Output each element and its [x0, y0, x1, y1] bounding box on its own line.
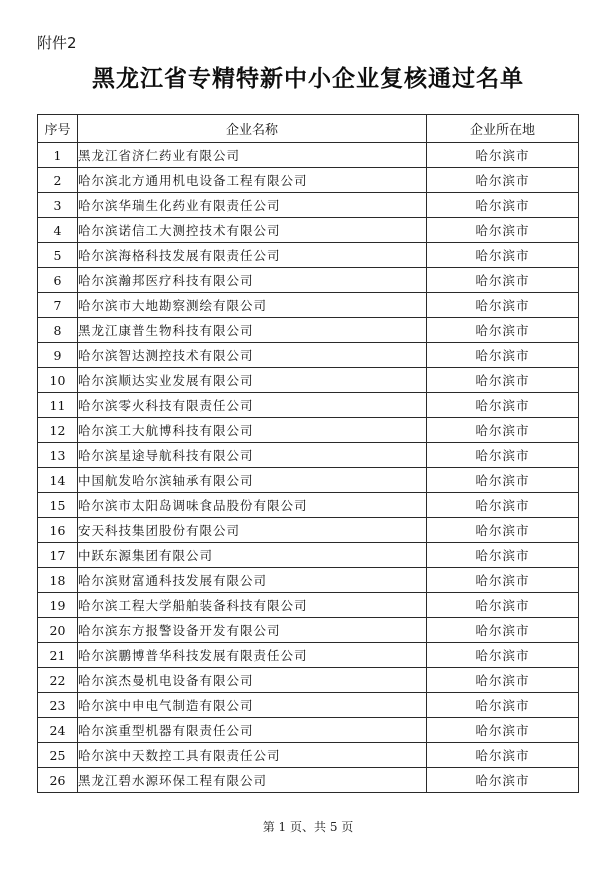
company-location: 哈尔滨市	[427, 568, 579, 593]
company-name: 哈尔滨诺信工大测控技术有限公司	[78, 218, 427, 243]
table-row	[38, 343, 579, 368]
row-number: 20	[38, 618, 78, 643]
row-number: 26	[38, 768, 78, 793]
company-location: 哈尔滨市	[427, 268, 579, 293]
company-location: 哈尔滨市	[427, 168, 579, 193]
company-name: 哈尔滨智达测控技术有限公司	[78, 343, 427, 368]
company-location: 哈尔滨市	[427, 543, 579, 568]
company-name: 哈尔滨市大地勘察测绘有限公司	[78, 293, 427, 318]
table-row	[38, 468, 579, 493]
row-number: 8	[38, 318, 78, 343]
row-number: 14	[38, 468, 78, 493]
table-row	[38, 743, 579, 768]
table-row	[38, 143, 579, 168]
company-name: 哈尔滨重型机器有限责任公司	[78, 718, 427, 743]
company-location: 哈尔滨市	[427, 693, 579, 718]
row-number: 3	[38, 193, 78, 218]
company-name: 哈尔滨瀚邦医疗科技有限公司	[78, 268, 427, 293]
table-row	[38, 268, 579, 293]
company-location: 哈尔滨市	[427, 618, 579, 643]
company-name: 哈尔滨中申电气制造有限公司	[78, 693, 427, 718]
page-title: 黑龙江省专精特新中小企业复核通过名单	[92, 66, 524, 92]
company-name: 哈尔滨中天数控工具有限责任公司	[78, 743, 427, 768]
company-name: 哈尔滨工程大学船舶装备科技有限公司	[78, 593, 427, 618]
company-location: 哈尔滨市	[427, 643, 579, 668]
company-location: 哈尔滨市	[427, 418, 579, 443]
company-location: 哈尔滨市	[427, 218, 579, 243]
table-row	[38, 243, 579, 268]
company-name: 哈尔滨北方通用机电设备工程有限公司	[78, 168, 427, 193]
table-row	[38, 193, 579, 218]
table-row	[38, 518, 579, 543]
company-location: 哈尔滨市	[427, 718, 579, 743]
table-row	[38, 718, 579, 743]
company-location: 哈尔滨市	[427, 393, 579, 418]
table-row	[38, 218, 579, 243]
company-name: 哈尔滨星途导航科技有限公司	[78, 443, 427, 468]
table-row	[38, 543, 579, 568]
company-location: 哈尔滨市	[427, 368, 579, 393]
company-name: 哈尔滨鹏博普华科技发展有限责任公司	[78, 643, 427, 668]
company-name: 黑龙江省济仁药业有限公司	[78, 143, 427, 168]
row-number: 12	[38, 418, 78, 443]
table-row	[38, 768, 579, 793]
table-header-row	[38, 115, 579, 143]
company-location: 哈尔滨市	[427, 143, 579, 168]
company-name: 中国航发哈尔滨轴承有限公司	[78, 468, 427, 493]
header-no: 序号	[38, 115, 78, 143]
row-number: 23	[38, 693, 78, 718]
table-row	[38, 593, 579, 618]
company-location: 哈尔滨市	[427, 193, 579, 218]
row-number: 22	[38, 668, 78, 693]
table-row	[38, 368, 579, 393]
row-number: 7	[38, 293, 78, 318]
row-number: 24	[38, 718, 78, 743]
table-row	[38, 318, 579, 343]
table-row	[38, 493, 579, 518]
company-name: 中跃东源集团有限公司	[78, 543, 427, 568]
company-name: 哈尔滨市太阳岛调味食品股份有限公司	[78, 493, 427, 518]
company-location: 哈尔滨市	[427, 493, 579, 518]
company-location: 哈尔滨市	[427, 743, 579, 768]
row-number: 2	[38, 168, 78, 193]
table-row	[38, 668, 579, 693]
table-body	[38, 143, 579, 793]
company-name: 哈尔滨零火科技有限责任公司	[78, 393, 427, 418]
row-number: 6	[38, 268, 78, 293]
company-name: 哈尔滨华瑞生化药业有限责任公司	[78, 193, 427, 218]
company-location: 哈尔滨市	[427, 293, 579, 318]
row-number: 1	[38, 143, 78, 168]
company-location: 哈尔滨市	[427, 593, 579, 618]
row-number: 19	[38, 593, 78, 618]
table-row	[38, 168, 579, 193]
company-name: 哈尔滨杰曼机电设备有限公司	[78, 668, 427, 693]
table-row	[38, 393, 579, 418]
company-name: 安天科技集团股份有限公司	[78, 518, 427, 543]
table-row	[38, 618, 579, 643]
company-location: 哈尔滨市	[427, 768, 579, 793]
row-number: 17	[38, 543, 78, 568]
row-number: 4	[38, 218, 78, 243]
row-number: 18	[38, 568, 78, 593]
row-number: 13	[38, 443, 78, 468]
table-row	[38, 418, 579, 443]
row-number: 10	[38, 368, 78, 393]
company-name: 黑龙江碧水源环保工程有限公司	[78, 768, 427, 793]
company-location: 哈尔滨市	[427, 668, 579, 693]
header-location: 企业所在地	[427, 115, 579, 143]
company-name: 哈尔滨海格科技发展有限责任公司	[78, 243, 427, 268]
row-number: 25	[38, 743, 78, 768]
company-name: 哈尔滨东方报警设备开发有限公司	[78, 618, 427, 643]
company-location: 哈尔滨市	[427, 243, 579, 268]
header-name: 企业名称	[78, 115, 427, 143]
table-row	[38, 643, 579, 668]
row-number: 15	[38, 493, 78, 518]
attachment-label: 附件2	[37, 34, 77, 52]
row-number: 11	[38, 393, 78, 418]
company-location: 哈尔滨市	[427, 443, 579, 468]
row-number: 5	[38, 243, 78, 268]
table-row	[38, 693, 579, 718]
page-footer: 第 1 页、共 5 页	[262, 820, 354, 834]
row-number: 21	[38, 643, 78, 668]
company-name: 哈尔滨顺达实业发展有限公司	[78, 368, 427, 393]
row-number: 9	[38, 343, 78, 368]
company-name: 哈尔滨工大航博科技有限公司	[78, 418, 427, 443]
company-location: 哈尔滨市	[427, 468, 579, 493]
company-location: 哈尔滨市	[427, 318, 579, 343]
table-row	[38, 293, 579, 318]
row-number: 16	[38, 518, 78, 543]
company-table	[37, 114, 579, 793]
table-row	[38, 568, 579, 593]
company-location: 哈尔滨市	[427, 518, 579, 543]
company-name: 哈尔滨财富通科技发展有限公司	[78, 568, 427, 593]
company-name: 黑龙江康普生物科技有限公司	[78, 318, 427, 343]
company-location: 哈尔滨市	[427, 343, 579, 368]
table-row	[38, 443, 579, 468]
